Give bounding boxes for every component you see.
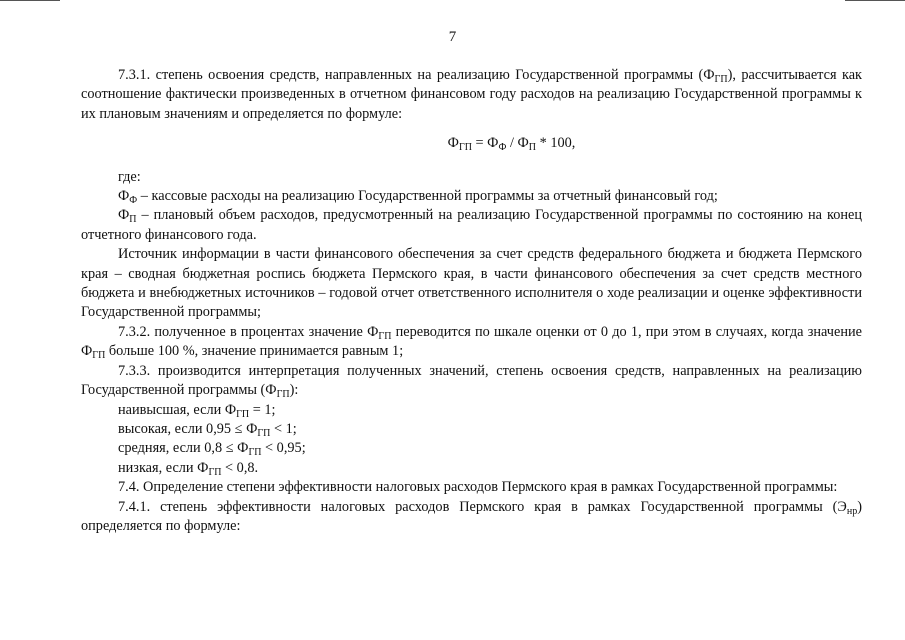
paragraph-7-3-1: 7.3.1. степень освоения средств, направленных на реализацию Государственной программы $(Ф_{ГП})$, рассчитывается как соотношение фактически произведенных в отчетном финансовом году расходов на реализацию Государственной программы к их плановым значениям и определяется по формуле: — [81, 67, 862, 122]
formula-fgp: $Ф_{ГП} = Ф_Ф / Ф_П * 100$, — [447, 135, 576, 154]
where-label: где: — [118, 168, 141, 185]
paragraph-source: Источник информации в части финансового обеспечения за счет средств федерального бюджета и бюджета Пермского края – сводная бюджетная роспись бюджета Пермского края, в части финансового обеспечения за счет средств местного бюджета и внебюджетных источников – годовой отчет ответственного исполнителя о ходе реализации и оценке эффективности Государственной программы; — [81, 246, 862, 321]
level-low: низкая, если $Ф_{ГП} < 0,8$. — [118, 459, 259, 478]
level-highest: наивысшая, если $Ф_{ГП} = 1$; — [118, 401, 276, 420]
top-rule-left — [0, 0, 60, 1]
definition-ff: $Ф_Ф$ – кассовые расходы на реализацию Государственной программы за отчетный финансовый год; — [118, 188, 718, 207]
paragraph-7-3-3: 7.3.3. производится интерпретация полученных значений, степень освоения средств, направленных на реализацию Государственной программы $(Ф_{ГП})$: — [81, 362, 862, 401]
definition-fp: $Ф_П$ – плановый объем расходов, предусмотренный на реализацию Государственной программы по состоянию на конец отчетного финансового года. — [81, 207, 862, 243]
paragraph-7-4-1: 7.4.1. степень эффективности налоговых расходов Пермского края в рамках Государственной программы $(Э_{нр})$ определяется по формуле: — [81, 498, 862, 534]
top-rule-right — [845, 0, 905, 1]
paragraph-7-4: 7.4. Определение степени эффективности налоговых расходов Пермского края в рамках Государственной программы: — [118, 479, 838, 496]
level-medium: средняя, если $0,8 \le Ф_{ГП} < 0,95$; — [118, 440, 306, 459]
level-high: высокая, если $0,95 \le Ф_{ГП} < 1$; — [118, 420, 297, 439]
document-body — [81, 66, 862, 536]
page-number: 7 — [448, 29, 457, 45]
paragraph-7-3-2: 7.3.2. полученное в процентах значение $Ф_{ГП}$ переводится по шкале оценки от 0 до 1, при этом в случаях, когда значение $Ф_{ГП}$ больше 100 %, значение принимается равным 1; — [81, 323, 862, 362]
